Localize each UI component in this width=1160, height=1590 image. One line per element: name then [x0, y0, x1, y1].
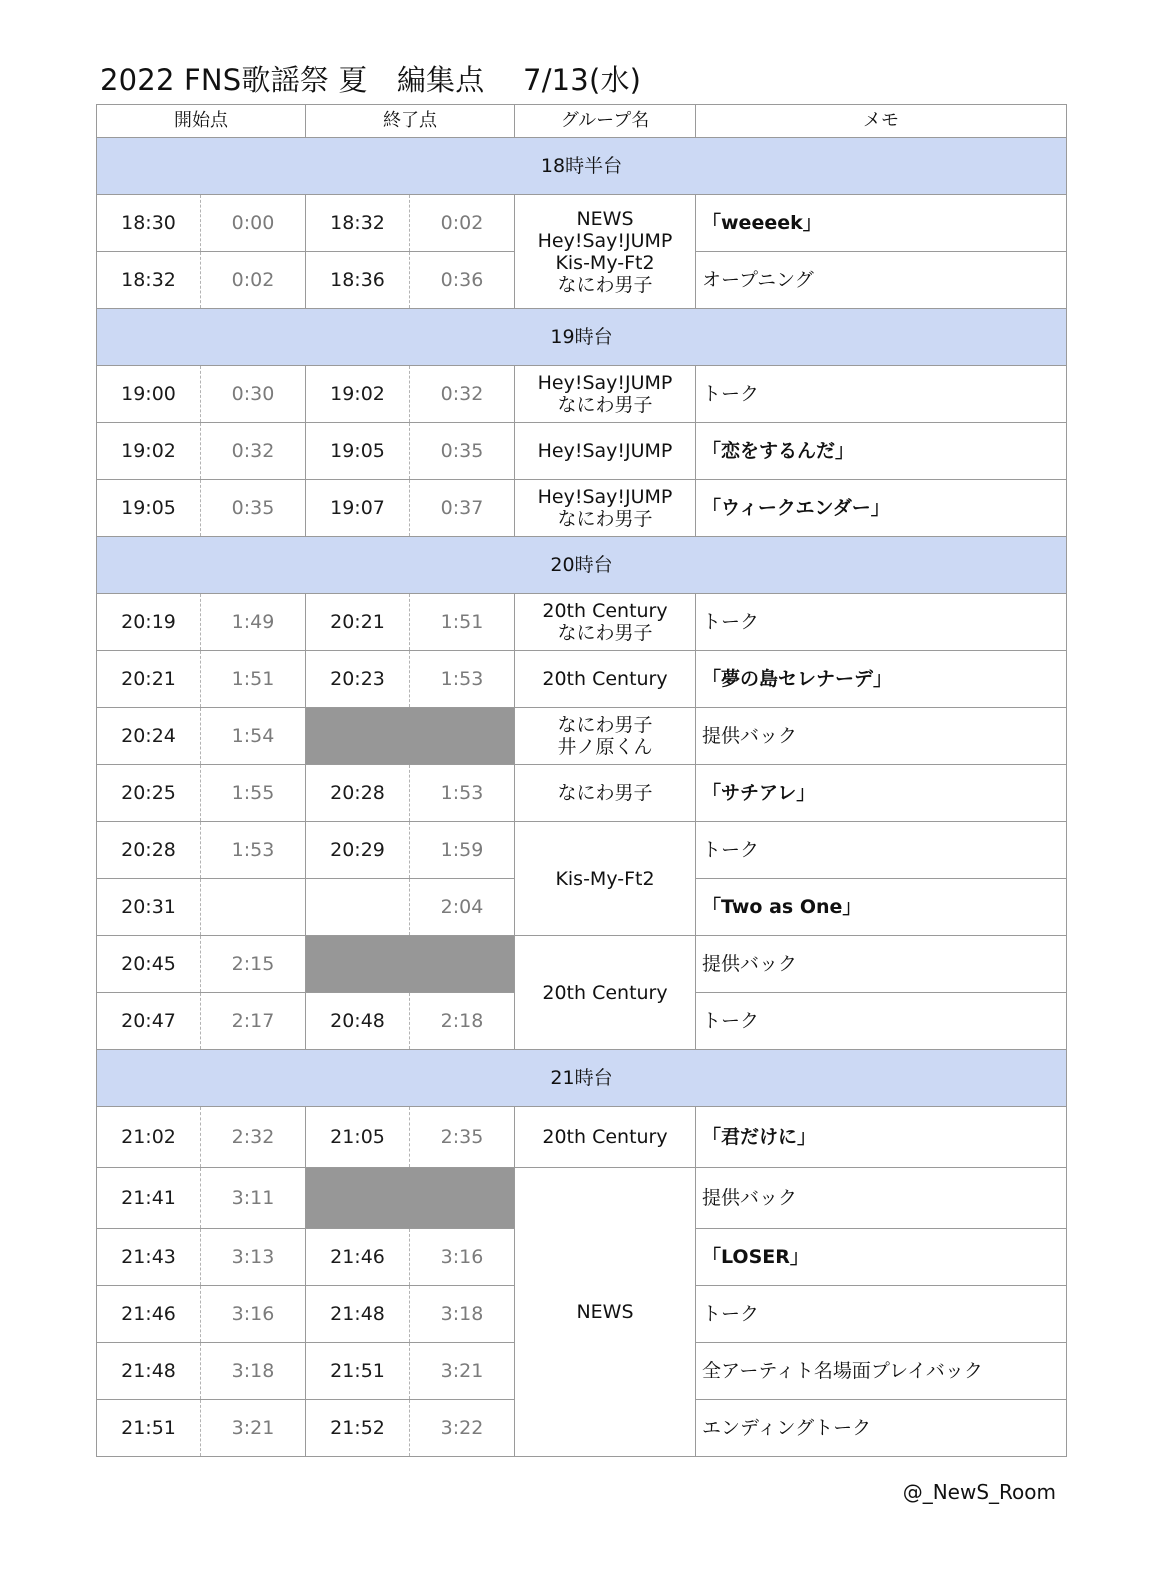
start-time: 21:46: [97, 1286, 201, 1343]
start-offset: 0:32: [201, 423, 306, 480]
group-name: [515, 366, 696, 423]
start-time: 19:02: [97, 423, 201, 480]
group-line: 20th Century: [542, 600, 668, 622]
start-time: 20:45: [97, 936, 201, 993]
section-label: 21時台: [97, 1050, 1067, 1107]
memo: 「ウィークエンダー」: [696, 480, 1067, 537]
memo: 「夢の島セレナーデ」: [696, 651, 1067, 708]
memo: トーク: [696, 1286, 1067, 1343]
group-name: [515, 708, 696, 765]
memo: エンディングトーク: [696, 1400, 1067, 1457]
end-time: 20:23: [306, 651, 410, 708]
end-offset: 0:36: [410, 252, 515, 309]
table-row: [97, 195, 1067, 252]
end-offset: 1:53: [410, 651, 515, 708]
header-end: 終了点: [306, 105, 515, 138]
header-start: 開始点: [97, 105, 306, 138]
group-line: なにわ男子: [557, 273, 653, 296]
end-offset: 2:18: [410, 993, 515, 1050]
start-offset: 3:11: [201, 1168, 306, 1229]
memo: 「恋をするんだ」: [696, 423, 1067, 480]
start-time: 20:24: [97, 708, 201, 765]
section-row: [97, 1050, 1067, 1107]
end-offset: 3:18: [410, 1286, 515, 1343]
start-offset: [201, 879, 306, 936]
header-group: グループ名: [515, 105, 696, 138]
start-time: 21:43: [97, 1229, 201, 1286]
memo: 「LOSER」: [696, 1229, 1067, 1286]
end-time: 21:52: [306, 1400, 410, 1457]
start-offset: 3:13: [201, 1229, 306, 1286]
start-offset: 0:35: [201, 480, 306, 537]
section-row: [97, 537, 1067, 594]
start-offset: 1:49: [201, 594, 306, 651]
group-name: 20th Century: [515, 651, 696, 708]
group-name: [515, 480, 696, 537]
table-row: [97, 822, 1067, 879]
end-offset: 0:32: [410, 366, 515, 423]
start-offset: 1:51: [201, 651, 306, 708]
section-label: 19時台: [97, 309, 1067, 366]
end-time: 21:51: [306, 1343, 410, 1400]
group-line: なにわ男子: [557, 622, 653, 644]
start-time: 20:21: [97, 651, 201, 708]
end-time: 20:48: [306, 993, 410, 1050]
start-offset: 2:32: [201, 1107, 306, 1168]
table-row: [97, 480, 1067, 537]
end-time: [306, 879, 410, 936]
start-offset: 1:54: [201, 708, 306, 765]
end-time: 18:32: [306, 195, 410, 252]
group-name: なにわ男子: [515, 765, 696, 822]
group-line: Hey!Say!JUMP: [537, 372, 673, 394]
start-time: 20:31: [97, 879, 201, 936]
memo: 「weeeek」: [696, 195, 1067, 252]
memo: 提供バック: [696, 1168, 1067, 1229]
start-time: 20:28: [97, 822, 201, 879]
schedule-table: [96, 104, 1067, 1457]
memo: オープニング: [696, 252, 1067, 309]
memo: 「サチアレ」: [696, 765, 1067, 822]
start-offset: 1:53: [201, 822, 306, 879]
page-title: 2022 FNS歌謡祭 夏 編集点 7/13(水): [100, 63, 642, 97]
memo: 全アーティト名場面プレイバック: [696, 1343, 1067, 1400]
end-time: 19:02: [306, 366, 410, 423]
memo: 提供バック: [696, 936, 1067, 993]
group-name: 20th Century: [515, 1107, 696, 1168]
end-time: 20:28: [306, 765, 410, 822]
start-offset: 3:21: [201, 1400, 306, 1457]
start-time: 21:48: [97, 1343, 201, 1400]
group-line: なにわ男子: [557, 394, 653, 416]
section-row: [97, 138, 1067, 195]
end-offset: 2:04: [410, 879, 515, 936]
memo: トーク: [696, 822, 1067, 879]
blank-end-cell: [306, 1168, 515, 1229]
section-row: [97, 309, 1067, 366]
end-time: 21:48: [306, 1286, 410, 1343]
end-offset: 1:59: [410, 822, 515, 879]
group-name: Hey!Say!JUMP: [515, 423, 696, 480]
end-offset: 3:21: [410, 1343, 515, 1400]
end-time: 21:05: [306, 1107, 410, 1168]
group-name: [515, 594, 696, 651]
table-row: [97, 936, 1067, 993]
table-row: [97, 594, 1067, 651]
end-offset: 3:22: [410, 1400, 515, 1457]
table-row: [97, 1168, 1067, 1229]
memo: トーク: [696, 993, 1067, 1050]
group-name: NEWS: [515, 1168, 696, 1457]
end-offset: 0:37: [410, 480, 515, 537]
section-label: 18時半台: [97, 138, 1067, 195]
end-offset: 0:35: [410, 423, 515, 480]
end-time: 19:07: [306, 480, 410, 537]
end-time: 21:46: [306, 1229, 410, 1286]
end-time: 20:21: [306, 594, 410, 651]
table-header-row: [97, 105, 1067, 138]
start-offset: 0:02: [201, 252, 306, 309]
start-offset: 1:55: [201, 765, 306, 822]
end-offset: 2:35: [410, 1107, 515, 1168]
end-time: 20:29: [306, 822, 410, 879]
end-offset: 0:02: [410, 195, 515, 252]
end-offset: 1:51: [410, 594, 515, 651]
start-offset: 3:16: [201, 1286, 306, 1343]
table-row: [97, 708, 1067, 765]
group-line: NEWS: [576, 207, 634, 230]
header-memo: メモ: [696, 105, 1067, 138]
memo: トーク: [696, 594, 1067, 651]
start-time: 20:19: [97, 594, 201, 651]
start-time: 20:25: [97, 765, 201, 822]
start-time: 19:00: [97, 366, 201, 423]
group-line: 井ノ原くん: [557, 736, 653, 758]
memo: 「君だけに」: [696, 1107, 1067, 1168]
end-offset: 1:53: [410, 765, 515, 822]
end-offset: 3:16: [410, 1229, 515, 1286]
table-row: [97, 651, 1067, 708]
start-offset: 2:17: [201, 993, 306, 1050]
memo: 提供バック: [696, 708, 1067, 765]
start-time: 21:41: [97, 1168, 201, 1229]
table-row: [97, 1107, 1067, 1168]
table-row: [97, 366, 1067, 423]
start-offset: 0:30: [201, 366, 306, 423]
group-line: Kis-My-Ft2: [555, 251, 655, 274]
start-time: 21:51: [97, 1400, 201, 1457]
blank-end-cell: [306, 936, 515, 993]
section-label: 20時台: [97, 537, 1067, 594]
group-name: [515, 195, 696, 309]
start-offset: 3:18: [201, 1343, 306, 1400]
start-time: 20:47: [97, 993, 201, 1050]
group-line: なにわ男子: [557, 508, 653, 530]
group-line: なにわ男子: [557, 714, 653, 736]
group-line: Hey!Say!JUMP: [537, 486, 673, 508]
group-line: Hey!Say!JUMP: [537, 229, 673, 252]
memo: 「Two as One」: [696, 879, 1067, 936]
memo: トーク: [696, 366, 1067, 423]
start-offset: 0:00: [201, 195, 306, 252]
group-name: 20th Century: [515, 936, 696, 1050]
start-time: 18:30: [97, 195, 201, 252]
start-time: 21:02: [97, 1107, 201, 1168]
start-time: 19:05: [97, 480, 201, 537]
end-time: 18:36: [306, 252, 410, 309]
start-time: 18:32: [97, 252, 201, 309]
table-row: [97, 765, 1067, 822]
group-name: Kis-My-Ft2: [515, 822, 696, 936]
end-time: 19:05: [306, 423, 410, 480]
blank-end-cell: [306, 708, 515, 765]
table-row: [97, 423, 1067, 480]
start-offset: 2:15: [201, 936, 306, 993]
credit-handle: @_NewS_Room: [902, 1480, 1056, 1504]
